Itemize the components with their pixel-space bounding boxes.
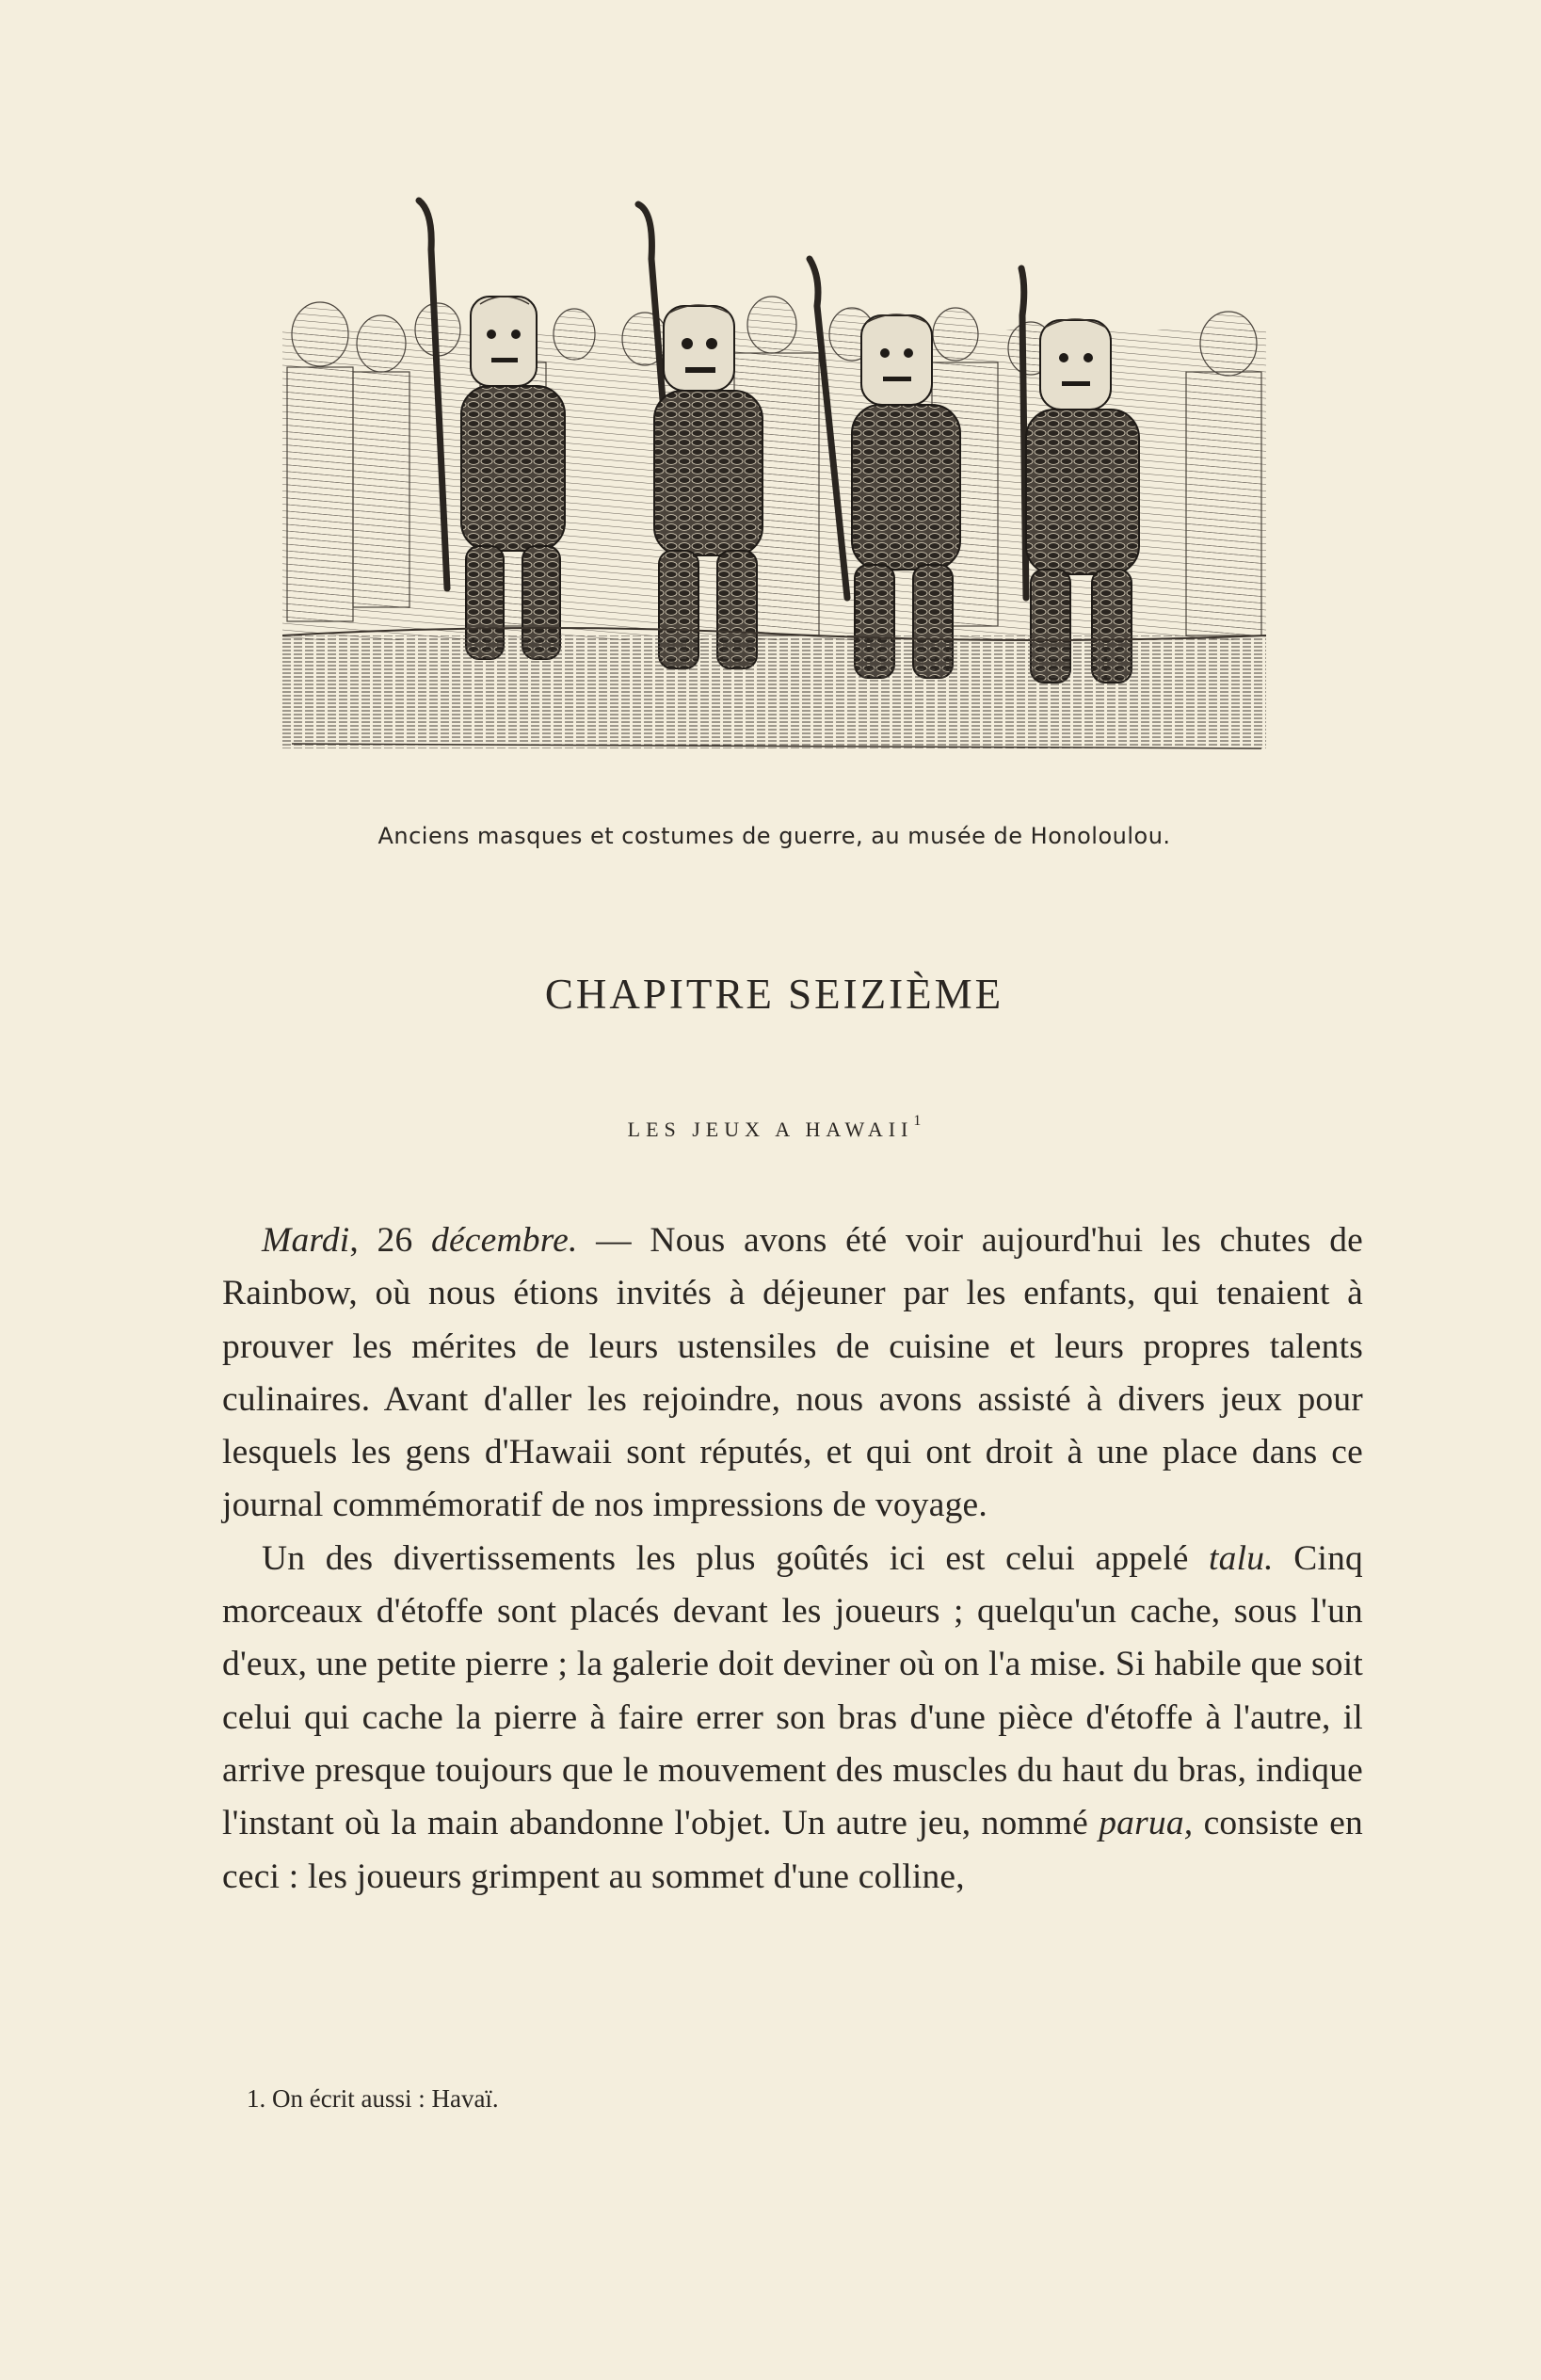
paragraph-2-part-c: consiste en ceci : les joueurs grimpent au sommet d'une colline,: [222, 1804, 1363, 1896]
illustration-caption: Anciens masques et costumes de guerre, au musée de Honoloulou.: [377, 823, 1171, 849]
footnote: 1. On écrit aussi : Havaï.: [247, 2084, 499, 2113]
engraving-illustration: [282, 193, 1266, 781]
date-day: Mardi: [262, 1221, 350, 1260]
paragraph-1: [222, 1214, 1363, 1533]
paragraph-2: [222, 1533, 1363, 1904]
date-number: , 26: [349, 1221, 432, 1260]
term-parua: parua,: [1099, 1804, 1194, 1843]
paragraph-2-part-a: Un des divertissements les plus goûtés ici est celui appelé: [262, 1538, 1210, 1578]
body-text: [222, 1214, 1363, 1904]
paragraph-2-part-b: Cinq morceaux d'étoffe sont placés devant les joueurs ; quelqu'un cache, sous l'un d'eux, une petite pierre ; la galerie doit deviner où on l'a mise. Si habile que soit celui qui cache la pierre à faire errer son bras d'une pièce d'étoffe à l'autre, il arrive presque toujours que le mouvement des muscles du haut du bras, indique l'instant où la main abandonne l'objet. Un autre jeu, nommé: [222, 1538, 1363, 1843]
chapter-title: CHAPITRE SEIZIÈME: [544, 971, 1004, 1018]
masked-warriors-engraving: [282, 193, 1266, 781]
footnote-reference: 1: [913, 1113, 922, 1129]
date-month: décembre.: [431, 1221, 578, 1260]
term-talu: talu.: [1209, 1538, 1274, 1578]
paragraph-1-text: — Nous avons été voir aujourd'hui les chutes de Rainbow, où nous étions invités à déjeuner par les enfants, qui tenaient à prouver les mérites de leurs ustensiles de cuisine et leurs propres talents culinaires. Avant d'aller les rejoindre, nous avons assisté à divers jeux pour lesquels les gens d'Hawaii sont réputés, et qui ont droit à une place dans ce journal commémoratif de nos impressions de voyage.: [222, 1221, 1363, 1525]
section-title-text: LES JEUX A HAWAII: [627, 1118, 914, 1141]
section-title: [282, 1113, 1266, 1142]
